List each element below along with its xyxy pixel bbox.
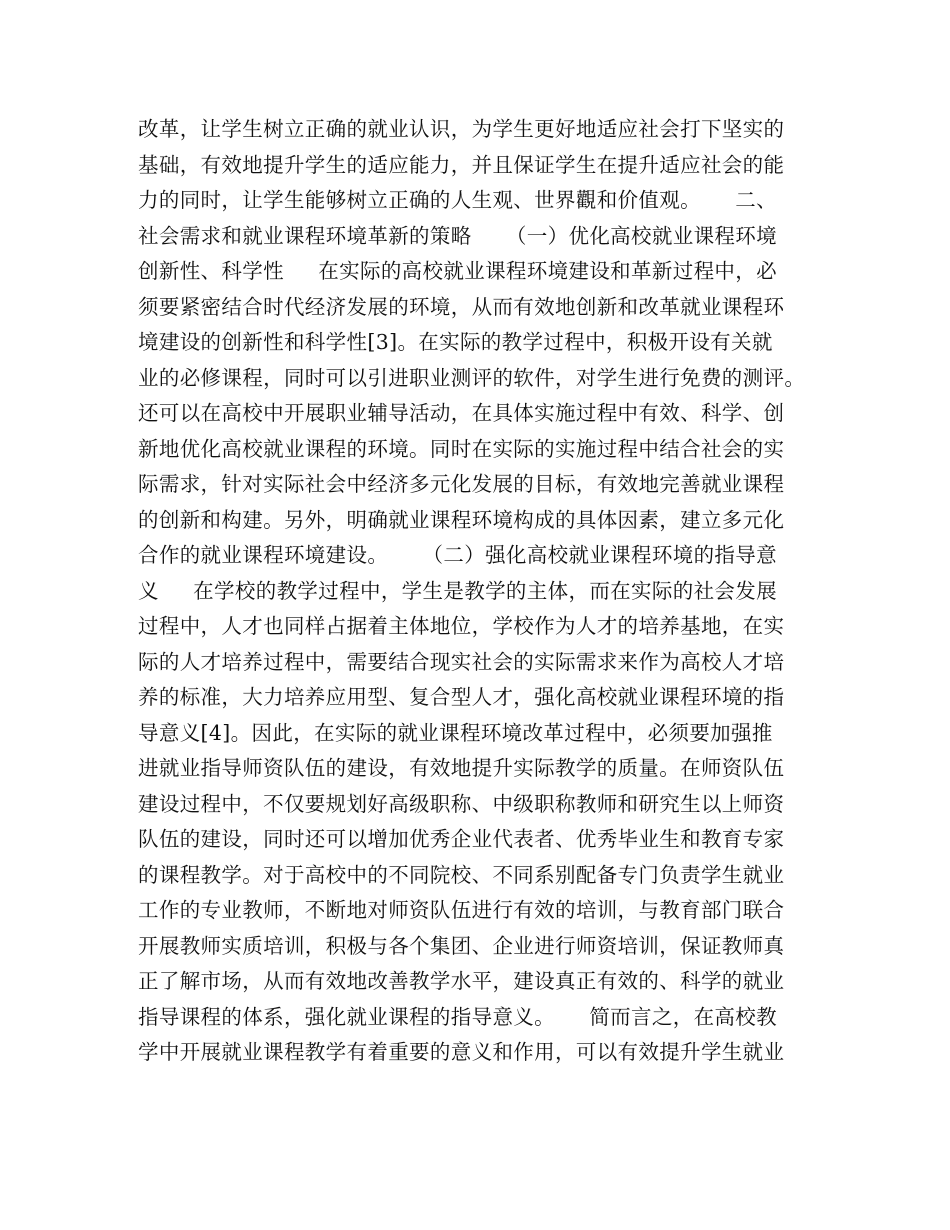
text-line: 基础，有效地提升学生的适应能力，并且保证学生在提升适应社会的能: [138, 152, 785, 177]
text-line: 社会需求和就业课程环境革新的策略 （一）优化高校就业课程环境: [138, 223, 777, 248]
text-line: 导意义[4]。因此，在实际的就业课程环境改革过程中，必须要加强推: [138, 720, 773, 745]
text-line: 养的标准，大力培养应用型、复合型人才，强化高校就业课程环境的指: [138, 685, 785, 709]
text-line: 改革，让学生树立正确的就业认识，为学生更好地适应社会打下坚实的: [138, 117, 785, 141]
text-line: 过程中，人才也同样占据着主体地位，学校作为人才的培养基地，在实: [138, 614, 785, 638]
text-line: 合作的就业课程环境建设。 （二）强化高校就业课程环境的指导意: [138, 543, 777, 567]
text-line: 力的同时，让学生能够树立正确的人生观、世界觀和价值观。 二、: [138, 188, 777, 212]
body-text: [138, 112, 828, 1071]
text-line: 学中开展就业课程教学有着重要的意义和作用，可以有效提升学生就业: [138, 1040, 785, 1064]
text-line: 境建设的创新性和科学性[3]。在实际的教学过程中，积极开设有关就: [138, 330, 773, 354]
text-line: 正了解市场，从而有效地改善教学水平，建设真正有效的、科学的就业: [138, 969, 785, 993]
text-line: 创新性、科学性 在实际的高校就业课程环境建设和革新过程中，必: [138, 259, 777, 283]
text-line: 建设过程中，不仅要规划好高级职称、中级职称教师和研究生以上师资: [138, 791, 785, 816]
text-line: 新地优化高校就业课程的环境。同时在实际的实施过程中结合社会的实: [138, 436, 785, 461]
text-line: 队伍的建设，同时还可以增加优秀企业代表者、优秀毕业生和教育专家: [138, 827, 785, 851]
text-line: 开展教师实质培训，积极与各个集团、企业进行师资培训，保证教师真: [138, 933, 785, 958]
text-line: 业的必修课程，同时可以引进职业测评的软件，对学生进行免费的测评。: [138, 365, 806, 390]
text-line: 进就业指导师资队伍的建设，有效地提升实际教学的质量。在师资队伍: [138, 756, 785, 780]
text-line: 际的人才培养过程中，需要结合现实社会的实际需求来作为高校人才培: [138, 649, 785, 674]
text-line: 的创新和构建。另外，明确就业课程环境构成的具体因素，建立多元化: [138, 507, 785, 532]
text-line: 际需求，针对实际社会中经济多元化发展的目标，有效地完善就业课程: [138, 472, 785, 496]
text-line: 义 在学校的教学过程中，学生是教学的主体，而在实际的社会发展: [138, 578, 777, 603]
text-line: 的课程教学。对于高校中的不同院校、不同系别配备专门负责学生就业: [138, 862, 785, 887]
text-line: 工作的专业教师，不断地对师资队伍进行有效的培训，与教育部门联合: [138, 898, 785, 922]
text-line: 须要紧密结合时代经济发展的环境，从而有效地创新和改革就业课程环: [138, 294, 785, 319]
text-line: 还可以在高校中开展职业辅导活动，在具体实施过程中有效、科学、创: [138, 401, 785, 425]
text-line: 指导课程的体系，强化就业课程的指导意义。 简而言之，在高校教: [138, 1004, 777, 1029]
